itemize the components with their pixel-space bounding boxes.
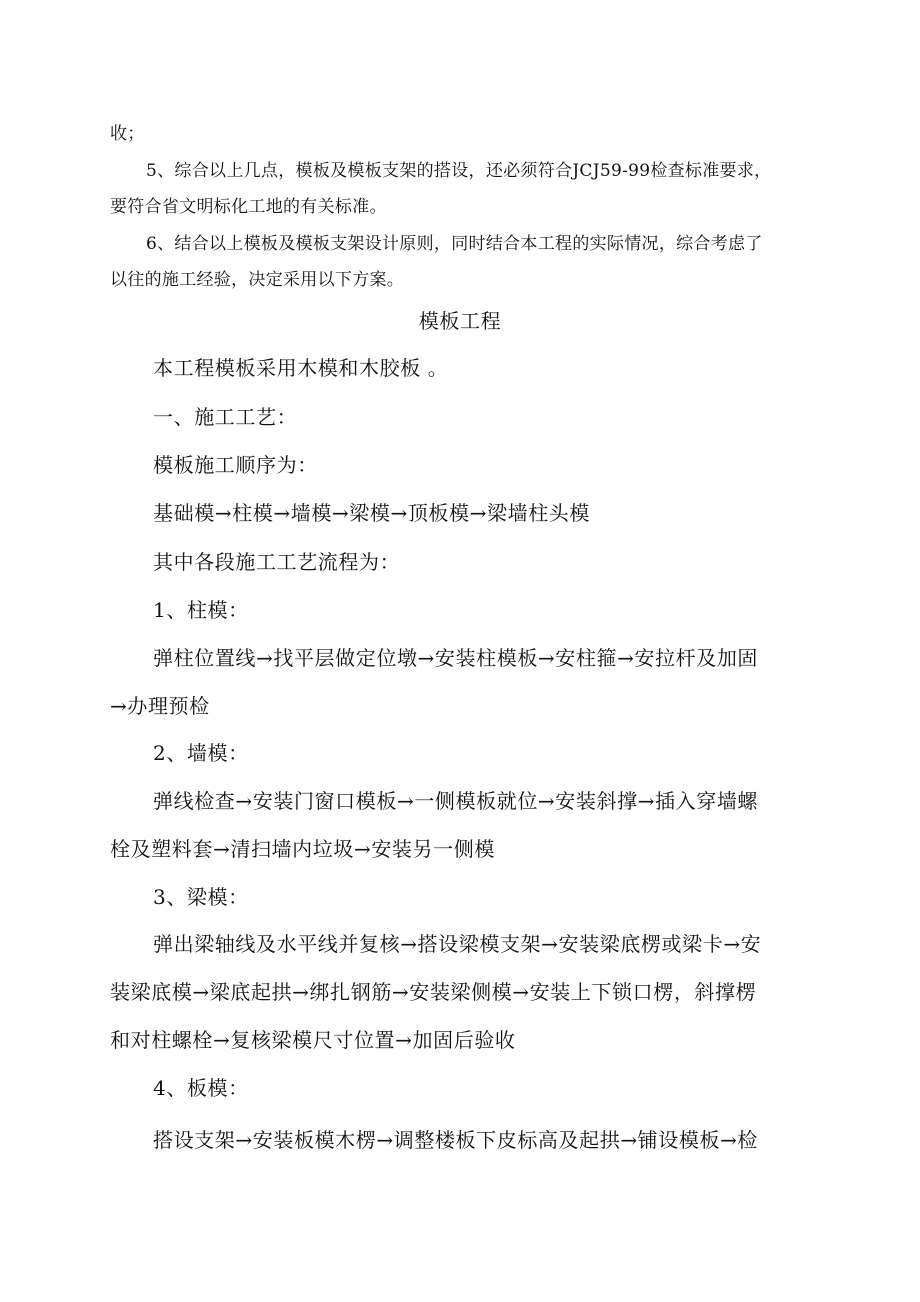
body-line-6: 1、柱模： bbox=[153, 598, 249, 622]
body-line-12: 3、梁模： bbox=[153, 885, 249, 909]
body-line-4: 基础模→柱模→墙模→梁模→顶板模→梁墙柱头模 bbox=[153, 501, 590, 525]
body-line-8: →办理预检 bbox=[110, 694, 210, 718]
intro-line-5: 以往的施工经验，决定采用以下方案。 bbox=[110, 270, 405, 290]
body-line-11: 栓及塑料套→清扫墙内垃圾→安装另一侧模 bbox=[110, 837, 495, 861]
body-line-9: 2、墙模： bbox=[153, 741, 249, 765]
intro-line-1: 收； bbox=[110, 124, 145, 144]
body-line-5: 其中各段施工工艺流程为： bbox=[153, 550, 401, 574]
body-line-7: 弹柱位置线→找平层做定位墩→安装柱模板→安柱箍→安拉杆及加固 bbox=[153, 646, 759, 670]
intro-line-3: 要符合省文明标化工地的有关标准。 bbox=[110, 197, 387, 217]
body-line-1: 本工程模板采用木模和木胶板 。 bbox=[153, 356, 449, 380]
body-line-14: 装梁底模→梁底起拱→绑扎钢筋→安装梁侧模→安装上下锁口楞，斜撑楞 bbox=[110, 980, 757, 1004]
body-line-15: 和对柱螺栓→复核梁模尺寸位置→加固后验收 bbox=[110, 1028, 516, 1052]
body-line-10: 弹线检查→安装门窗口模板→一侧模板就位→安装斜撑→插入穿墙螺 bbox=[153, 789, 759, 813]
body-line-2: 一、施工工艺： bbox=[153, 405, 298, 429]
body-line-3: 模板施工顺序为： bbox=[153, 453, 318, 477]
body-line-13: 弹出梁轴线及水平线并复核→搭设梁模支架→安装梁底楞或梁卡→安 bbox=[153, 932, 762, 956]
section-title: 模板工程 bbox=[418, 309, 502, 333]
intro-line-4: 6、结合以上模板及模板支架设计原则，同时结合本工程的实际情况，综合考虑了 bbox=[146, 234, 763, 254]
body-line-17: 搭设支架→安装板模木楞→调整楼板下皮标高及起拱→铺设模板→检 bbox=[153, 1128, 759, 1152]
intro-line-2: 5、综合以上几点，模板及模板支架的搭设，还必须符合JCJ59-99检查标准要求， bbox=[146, 161, 772, 181]
body-line-16: 4、板模： bbox=[153, 1076, 249, 1100]
